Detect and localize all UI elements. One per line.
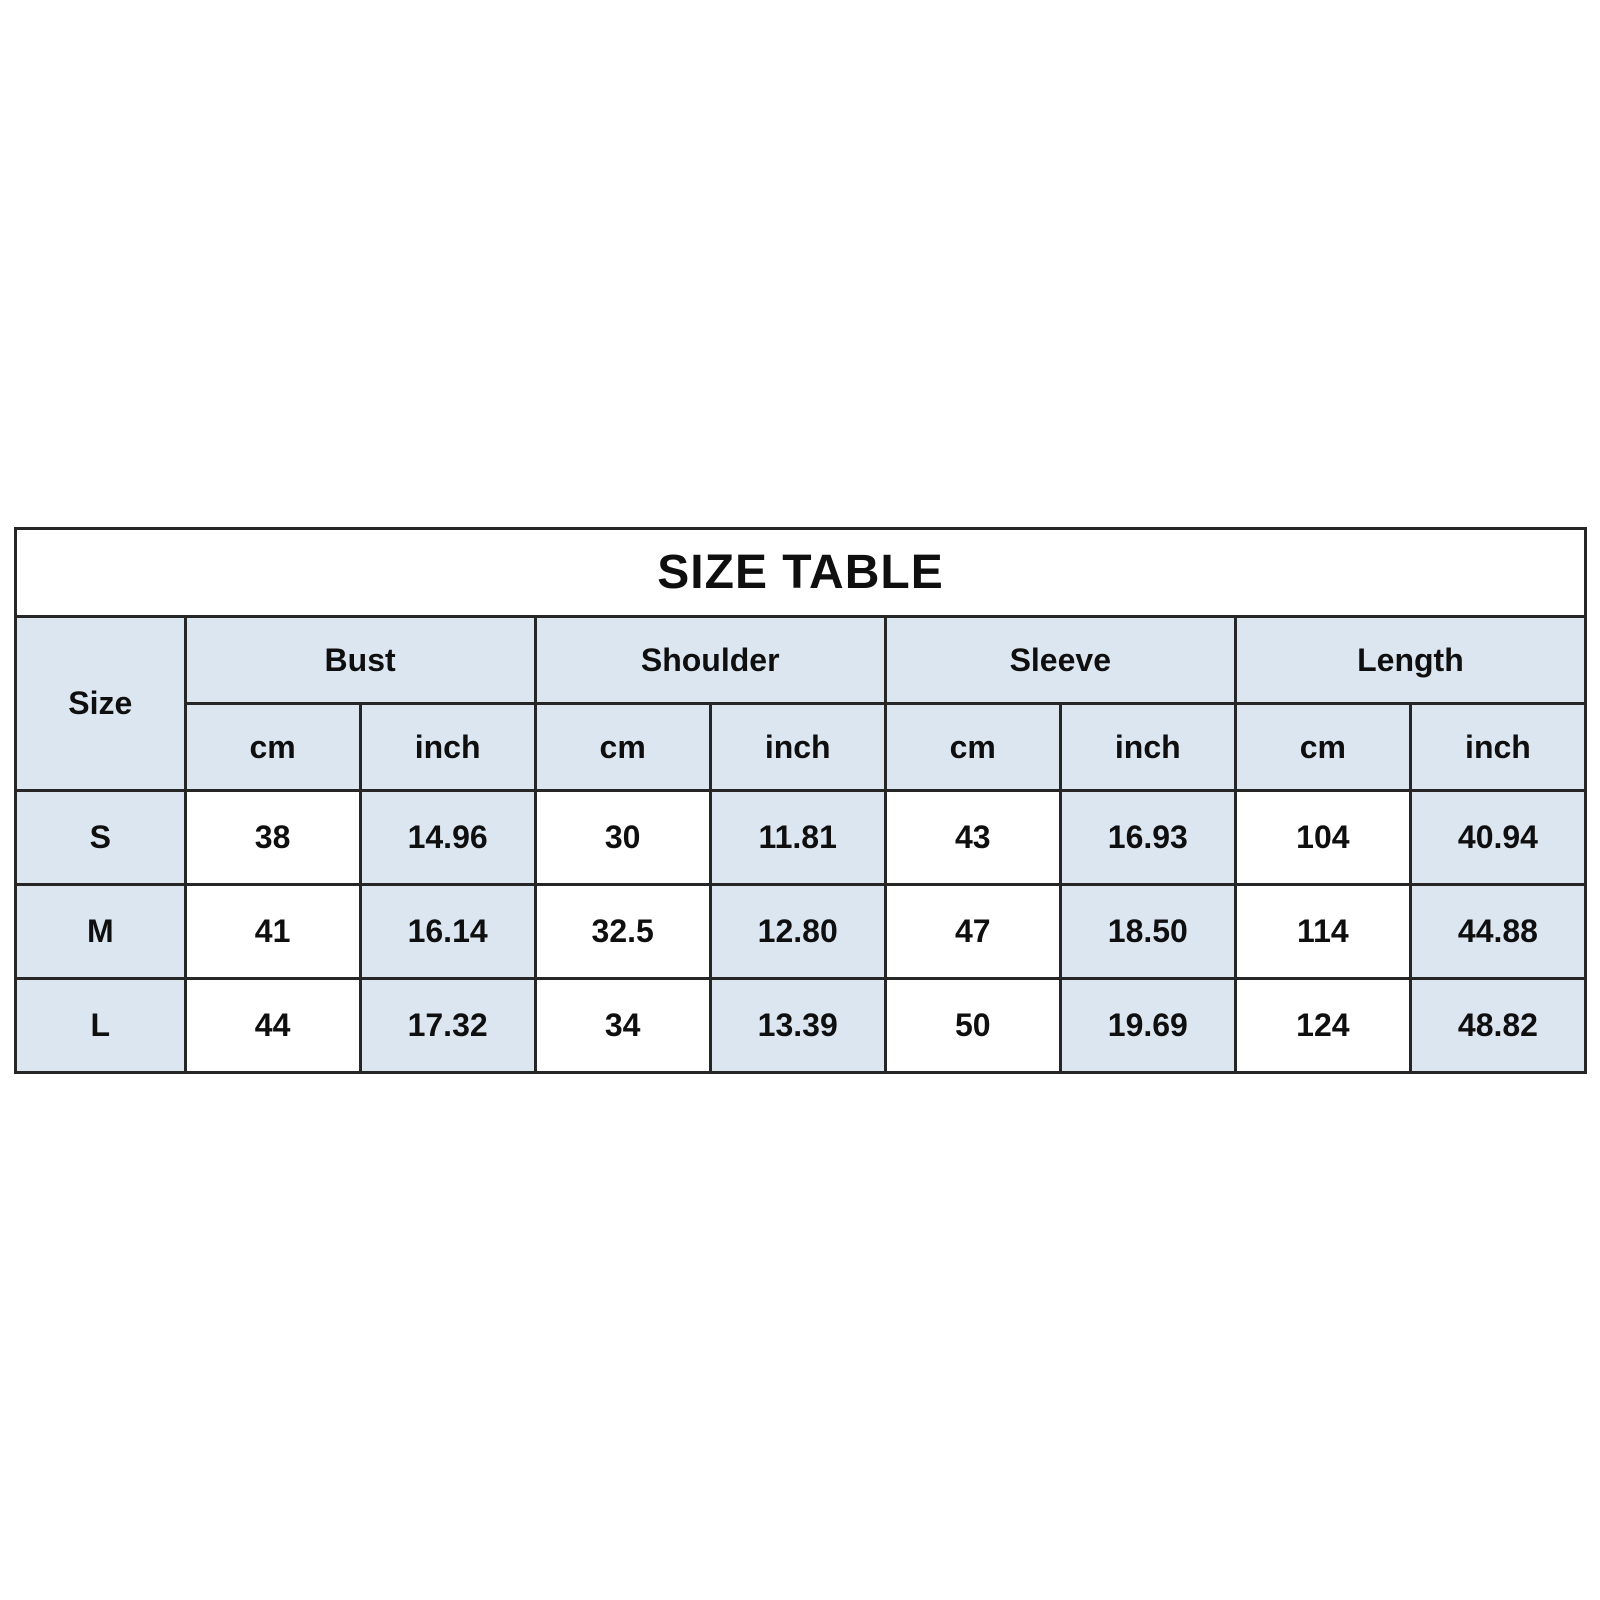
data-cell-bust-inch: 16.14	[360, 885, 535, 979]
title-row	[16, 529, 1586, 617]
data-cell-shoulder-cm: 30	[535, 791, 710, 885]
size-table-container	[14, 527, 1587, 1074]
group-header-bust: Bust	[185, 617, 535, 704]
data-cell-shoulder-inch: 13.39	[710, 979, 885, 1073]
data-cell-length-inch: 40.94	[1410, 791, 1585, 885]
data-cell-sleeve-cm: 47	[885, 885, 1060, 979]
group-header-shoulder: Shoulder	[535, 617, 885, 704]
data-cell-bust-inch: 17.32	[360, 979, 535, 1073]
data-cell-shoulder-inch: 12.80	[710, 885, 885, 979]
data-cell-shoulder-inch: 11.81	[710, 791, 885, 885]
data-cell-length-cm: 124	[1235, 979, 1410, 1073]
data-cell-length-cm: 104	[1235, 791, 1410, 885]
unit-header-length-cm: cm	[1235, 704, 1410, 791]
size-column-header: Size	[16, 617, 186, 791]
data-cell-shoulder-cm: 34	[535, 979, 710, 1073]
data-cell-sleeve-inch: 19.69	[1060, 979, 1235, 1073]
data-cell-length-inch: 44.88	[1410, 885, 1585, 979]
group-header-sleeve: Sleeve	[885, 617, 1235, 704]
data-cell-sleeve-cm: 43	[885, 791, 1060, 885]
data-cell-bust-cm: 41	[185, 885, 360, 979]
data-cell-sleeve-cm: 50	[885, 979, 1060, 1073]
data-cell-sleeve-inch: 18.50	[1060, 885, 1235, 979]
unit-header-bust-cm: cm	[185, 704, 360, 791]
unit-header-bust-inch: inch	[360, 704, 535, 791]
table-row-l	[16, 979, 1586, 1073]
unit-header-row	[16, 704, 1586, 791]
data-cell-shoulder-cm: 32.5	[535, 885, 710, 979]
data-cell-length-cm: 114	[1235, 885, 1410, 979]
unit-header-sleeve-cm: cm	[885, 704, 1060, 791]
size-table	[14, 527, 1587, 1074]
table-row-s	[16, 791, 1586, 885]
size-cell: M	[16, 885, 186, 979]
unit-header-shoulder-cm: cm	[535, 704, 710, 791]
data-cell-sleeve-inch: 16.93	[1060, 791, 1235, 885]
data-cell-bust-inch: 14.96	[360, 791, 535, 885]
table-row-m	[16, 885, 1586, 979]
page-title: SIZE TABLE	[16, 529, 1586, 617]
group-header-length: Length	[1235, 617, 1585, 704]
data-cell-bust-cm: 44	[185, 979, 360, 1073]
unit-header-length-inch: inch	[1410, 704, 1585, 791]
unit-header-sleeve-inch: inch	[1060, 704, 1235, 791]
data-cell-bust-cm: 38	[185, 791, 360, 885]
data-cell-length-inch: 48.82	[1410, 979, 1585, 1073]
group-header-row	[16, 617, 1586, 704]
unit-header-shoulder-inch: inch	[710, 704, 885, 791]
size-cell: L	[16, 979, 186, 1073]
size-cell: S	[16, 791, 186, 885]
